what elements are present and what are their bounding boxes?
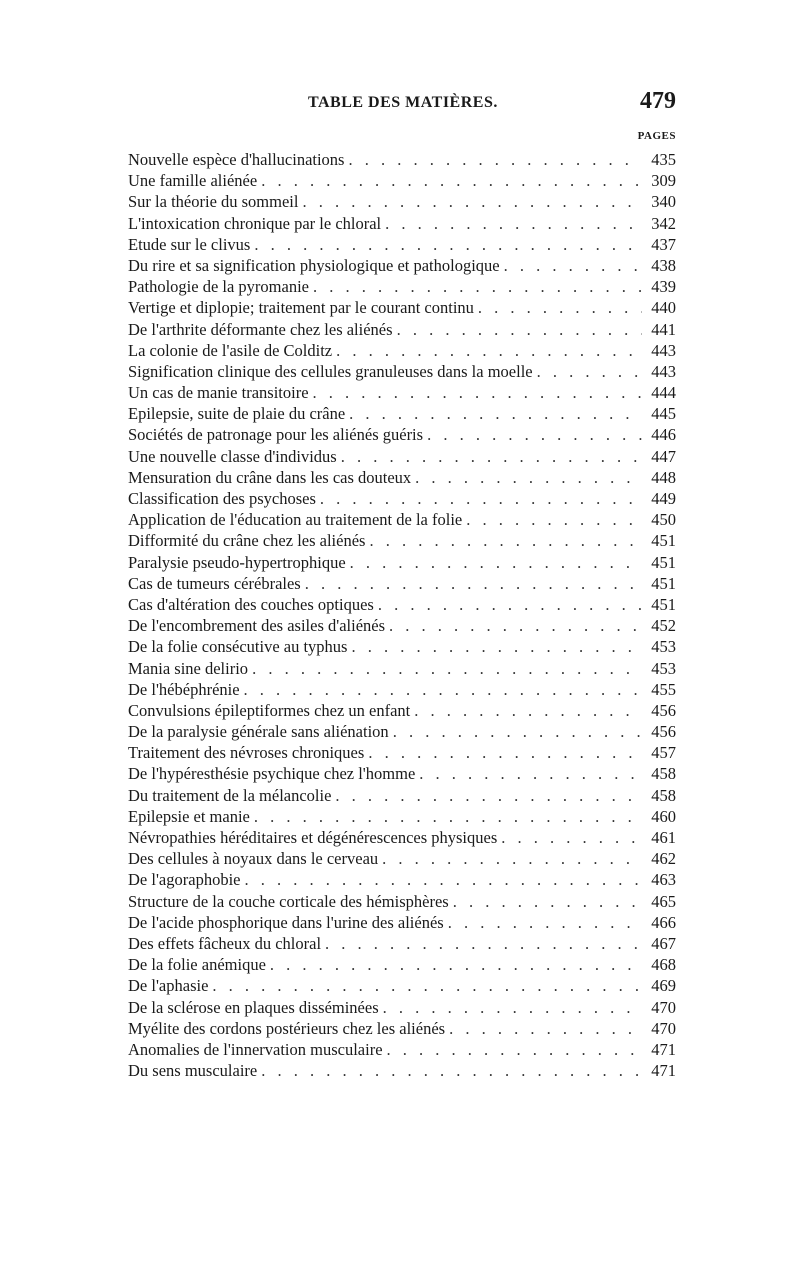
toc-entry-title: Du sens musculaire xyxy=(128,1061,258,1081)
toc-entry xyxy=(128,213,676,234)
toc-entry-page: 444 xyxy=(651,383,676,403)
dot-leader xyxy=(244,679,642,700)
dot-leader xyxy=(351,636,642,657)
toc-entry-title: Une nouvelle classe d'individus xyxy=(128,446,337,466)
toc-entry xyxy=(128,615,676,636)
toc-entry-title: De la folie consécutive au typhus xyxy=(128,637,348,657)
page-number: 479 xyxy=(640,88,676,114)
toc-entry xyxy=(128,636,676,657)
dot-leader xyxy=(382,848,642,869)
toc-entry-page: 449 xyxy=(651,489,676,508)
toc-entry-title: Classification des psychoses xyxy=(128,489,316,508)
toc-entry xyxy=(128,255,676,276)
toc-entry-title: Un cas de manie transitoire xyxy=(128,383,309,403)
toc-entry xyxy=(128,785,676,806)
dot-leader xyxy=(389,615,642,636)
dot-leader xyxy=(415,467,642,488)
toc-entry xyxy=(128,488,676,509)
dot-leader xyxy=(325,933,642,954)
dot-leader xyxy=(368,742,642,763)
toc-entry-page: 439 xyxy=(651,277,676,297)
toc-entry xyxy=(128,1039,676,1060)
toc-entry xyxy=(128,997,676,1018)
toc-entry-title: Anomalies de l'innervation musculaire xyxy=(128,1039,383,1059)
toc-entry-page: 435 xyxy=(651,150,676,169)
toc-entry-page: 447 xyxy=(651,446,676,466)
dot-leader xyxy=(254,806,642,827)
toc-entry xyxy=(128,509,676,530)
toc-entry xyxy=(128,530,676,551)
toc-entry-page: 443 xyxy=(651,361,676,381)
toc-entry xyxy=(128,340,676,361)
toc-entry-title: Une famille aliénée xyxy=(128,171,258,191)
dot-leader xyxy=(448,912,642,933)
dot-leader xyxy=(212,975,642,996)
toc-entry xyxy=(128,297,676,318)
dot-leader xyxy=(478,297,642,318)
toc-entry xyxy=(128,721,676,742)
toc-entry-page: 445 xyxy=(651,404,676,424)
toc-entry-page: 451 xyxy=(651,594,676,614)
dot-leader xyxy=(270,954,642,975)
toc-entry-title: Des cellules à noyaux dans le cerveau xyxy=(128,849,379,869)
toc-entry xyxy=(128,658,676,679)
toc-entry-title: Difformité du crâne chez les aliénés xyxy=(128,531,366,551)
dot-leader xyxy=(414,700,642,721)
dot-leader xyxy=(504,255,642,276)
toc-entry-title: Convulsions épileptiformes chez un enfant xyxy=(128,700,411,720)
toc-entry-title: Mensuration du crâne dans les cas douteux xyxy=(128,467,412,487)
toc-entry-title: Cas d'altération des couches optiques xyxy=(128,594,374,614)
toc-entry-title: Epilepsie, suite de plaie du crâne xyxy=(128,404,346,424)
toc-entry-title: Etude sur le clivus xyxy=(128,234,251,254)
toc-entry-page: 443 xyxy=(651,340,676,360)
toc-entry xyxy=(128,361,676,382)
toc-entry-title: Nouvelle espèce d'hallucinations xyxy=(128,150,345,169)
toc-entry-title: Traitement des névroses chroniques xyxy=(128,743,365,763)
toc-entry-page: 437 xyxy=(651,234,676,254)
toc-entry-title: Signification clinique des cellules granuleuses dans la moelle xyxy=(128,361,533,381)
toc-entry-page: 468 xyxy=(651,955,676,975)
toc-entry xyxy=(128,891,676,912)
dot-leader xyxy=(397,319,642,340)
dot-leader xyxy=(305,573,642,594)
dot-leader xyxy=(419,763,642,784)
toc-entry xyxy=(128,954,676,975)
toc-entry-page: 458 xyxy=(651,785,676,805)
page-header xyxy=(128,88,676,122)
toc-entry-title: De l'encombrement des asiles d'aliénés xyxy=(128,616,386,636)
toc-entry xyxy=(128,742,676,763)
toc-entry-page: 462 xyxy=(651,849,676,869)
toc-entry-page: 471 xyxy=(651,1039,676,1059)
toc-entry-title: Myélite des cordons postérieurs chez les aliénés xyxy=(128,1018,446,1038)
toc-entry-title: De la folie anémique xyxy=(128,955,266,975)
toc-entry-title: Des effets fâcheux du chloral xyxy=(128,933,322,953)
toc-entry-page: 450 xyxy=(651,510,676,530)
dot-leader xyxy=(350,552,642,573)
dot-leader xyxy=(387,1039,642,1060)
toc-entry-title: De l'hébéphrénie xyxy=(128,679,240,699)
toc-entry xyxy=(128,149,676,170)
dot-leader xyxy=(302,191,642,212)
toc-entry-title: De l'hypéresthésie psychique chez l'homme xyxy=(128,764,416,784)
pages-column-header: PAGES xyxy=(637,130,676,142)
dot-leader xyxy=(335,785,642,806)
toc-entry xyxy=(128,234,676,255)
toc-entry xyxy=(128,573,676,594)
toc-entry xyxy=(128,552,676,573)
toc-entry-title: Structure de la couche corticale des hémisphères xyxy=(128,891,449,911)
dot-leader xyxy=(537,361,642,382)
toc-entry-title: Du rire et sa signification physiologique et pathologique xyxy=(128,255,500,275)
toc-entry-page: 438 xyxy=(651,255,676,275)
toc-entry xyxy=(128,467,676,488)
dot-leader xyxy=(252,658,642,679)
toc-entry-title: De la paralysie générale sans aliénation xyxy=(128,722,389,742)
toc-entry-page: 340 xyxy=(651,192,676,212)
toc-entry-page: 309 xyxy=(651,171,676,191)
toc-entry-title: Application de l'éducation au traitement de la folie xyxy=(128,510,463,530)
toc-entry-title: Sociétés de patronage pour les aliénés guéris xyxy=(128,425,424,445)
toc-entry-page: 471 xyxy=(651,1061,676,1081)
toc-entry-page: 440 xyxy=(651,298,676,318)
toc-entry-title: Vertige et diplopie; traitement par le courant continu xyxy=(128,298,474,318)
toc-entry xyxy=(128,403,676,424)
toc-entry-page: 456 xyxy=(651,722,676,742)
toc-entry-title: Névropathies héréditaires et dégénérescences physiques xyxy=(128,828,498,847)
dot-leader xyxy=(385,213,642,234)
toc-entry-page: 453 xyxy=(651,658,676,678)
toc-entry-page: 465 xyxy=(651,891,676,911)
dot-leader xyxy=(261,1060,642,1081)
dot-leader xyxy=(348,149,642,170)
toc-entry-page: 470 xyxy=(651,1018,676,1038)
toc-entry-page: 452 xyxy=(651,616,676,636)
toc-entry xyxy=(128,933,676,954)
toc-entry xyxy=(128,594,676,615)
dot-leader xyxy=(383,997,642,1018)
dot-leader xyxy=(313,276,642,297)
toc-entry-title: Du traitement de la mélancolie xyxy=(128,785,332,805)
toc-entry-page: 451 xyxy=(651,552,676,572)
toc-entry-page: 457 xyxy=(651,743,676,763)
toc-entry-title: De l'acide phosphorique dans l'urine des aliénés xyxy=(128,912,444,932)
toc-entry-page: 456 xyxy=(651,700,676,720)
toc-entry xyxy=(128,763,676,784)
toc-entry xyxy=(128,827,676,848)
toc-entry xyxy=(128,848,676,869)
dot-leader xyxy=(244,869,642,890)
toc-entry-page: 342 xyxy=(651,213,676,233)
toc-entry xyxy=(128,276,676,297)
running-title: TABLE DES MATIÈRES. xyxy=(308,94,498,111)
dot-leader xyxy=(254,234,642,255)
toc-entry xyxy=(128,700,676,721)
dot-leader xyxy=(453,891,642,912)
toc-entry-page: 466 xyxy=(651,912,676,932)
toc-entry xyxy=(128,975,676,996)
toc-entry-page: 463 xyxy=(651,870,676,890)
dot-leader xyxy=(501,827,642,848)
toc-entry-page: 453 xyxy=(651,637,676,657)
toc-entry-page: 469 xyxy=(651,976,676,996)
dot-leader xyxy=(261,170,642,191)
toc-entry xyxy=(128,319,676,340)
toc-entry-page: 461 xyxy=(651,828,676,847)
toc-entry-title: Paralysie pseudo-hypertrophique xyxy=(128,552,346,572)
dot-leader xyxy=(449,1018,642,1039)
dot-leader xyxy=(320,488,642,509)
toc-entry-title: Mania sine delirio xyxy=(128,658,249,678)
toc-entry xyxy=(128,869,676,890)
dot-leader xyxy=(427,424,642,445)
toc-entry xyxy=(128,806,676,827)
toc-entry xyxy=(128,170,676,191)
toc-entry xyxy=(128,446,676,467)
toc-entry-page: 448 xyxy=(651,467,676,487)
dot-leader xyxy=(336,340,642,361)
dot-leader xyxy=(466,509,642,530)
toc-entry xyxy=(128,1018,676,1039)
toc-entry xyxy=(128,1060,676,1081)
toc-entry xyxy=(128,424,676,445)
toc-entry-page: 451 xyxy=(651,573,676,593)
toc-entry-title: De l'aphasie xyxy=(128,976,209,996)
dot-leader xyxy=(378,594,642,615)
dot-leader xyxy=(349,403,642,424)
dot-leader xyxy=(369,530,642,551)
toc-entry xyxy=(128,912,676,933)
toc-entry-title: De la sclérose en plaques disséminées xyxy=(128,997,379,1017)
toc-entry-title: L'intoxication chronique par le chloral xyxy=(128,213,382,233)
toc-entry-page: 458 xyxy=(651,764,676,784)
table-of-contents xyxy=(128,149,676,1081)
toc-entry-page: 467 xyxy=(651,933,676,953)
toc-entry-title: Sur la théorie du sommeil xyxy=(128,192,299,212)
toc-entry-title: Epilepsie et manie xyxy=(128,806,250,826)
toc-entry-page: 455 xyxy=(651,679,676,699)
toc-entry-title: Cas de tumeurs cérébrales xyxy=(128,573,301,593)
toc-entry-title: La colonie de l'asile de Colditz xyxy=(128,340,333,360)
toc-entry xyxy=(128,382,676,403)
toc-entry-title: De l'arthrite déformante chez les aliénés xyxy=(128,319,393,339)
toc-entry-page: 460 xyxy=(651,806,676,826)
toc-entry xyxy=(128,679,676,700)
dot-leader xyxy=(313,382,642,403)
toc-entry-title: De l'agoraphobie xyxy=(128,870,241,890)
dot-leader xyxy=(341,446,642,467)
dot-leader xyxy=(393,721,642,742)
toc-entry-page: 470 xyxy=(651,997,676,1017)
toc-entry xyxy=(128,191,676,212)
toc-entry-page: 446 xyxy=(651,425,676,445)
toc-entry-page: 451 xyxy=(651,531,676,551)
toc-entry-page: 441 xyxy=(651,319,676,339)
toc-entry-title: Pathologie de la pyromanie xyxy=(128,277,309,297)
